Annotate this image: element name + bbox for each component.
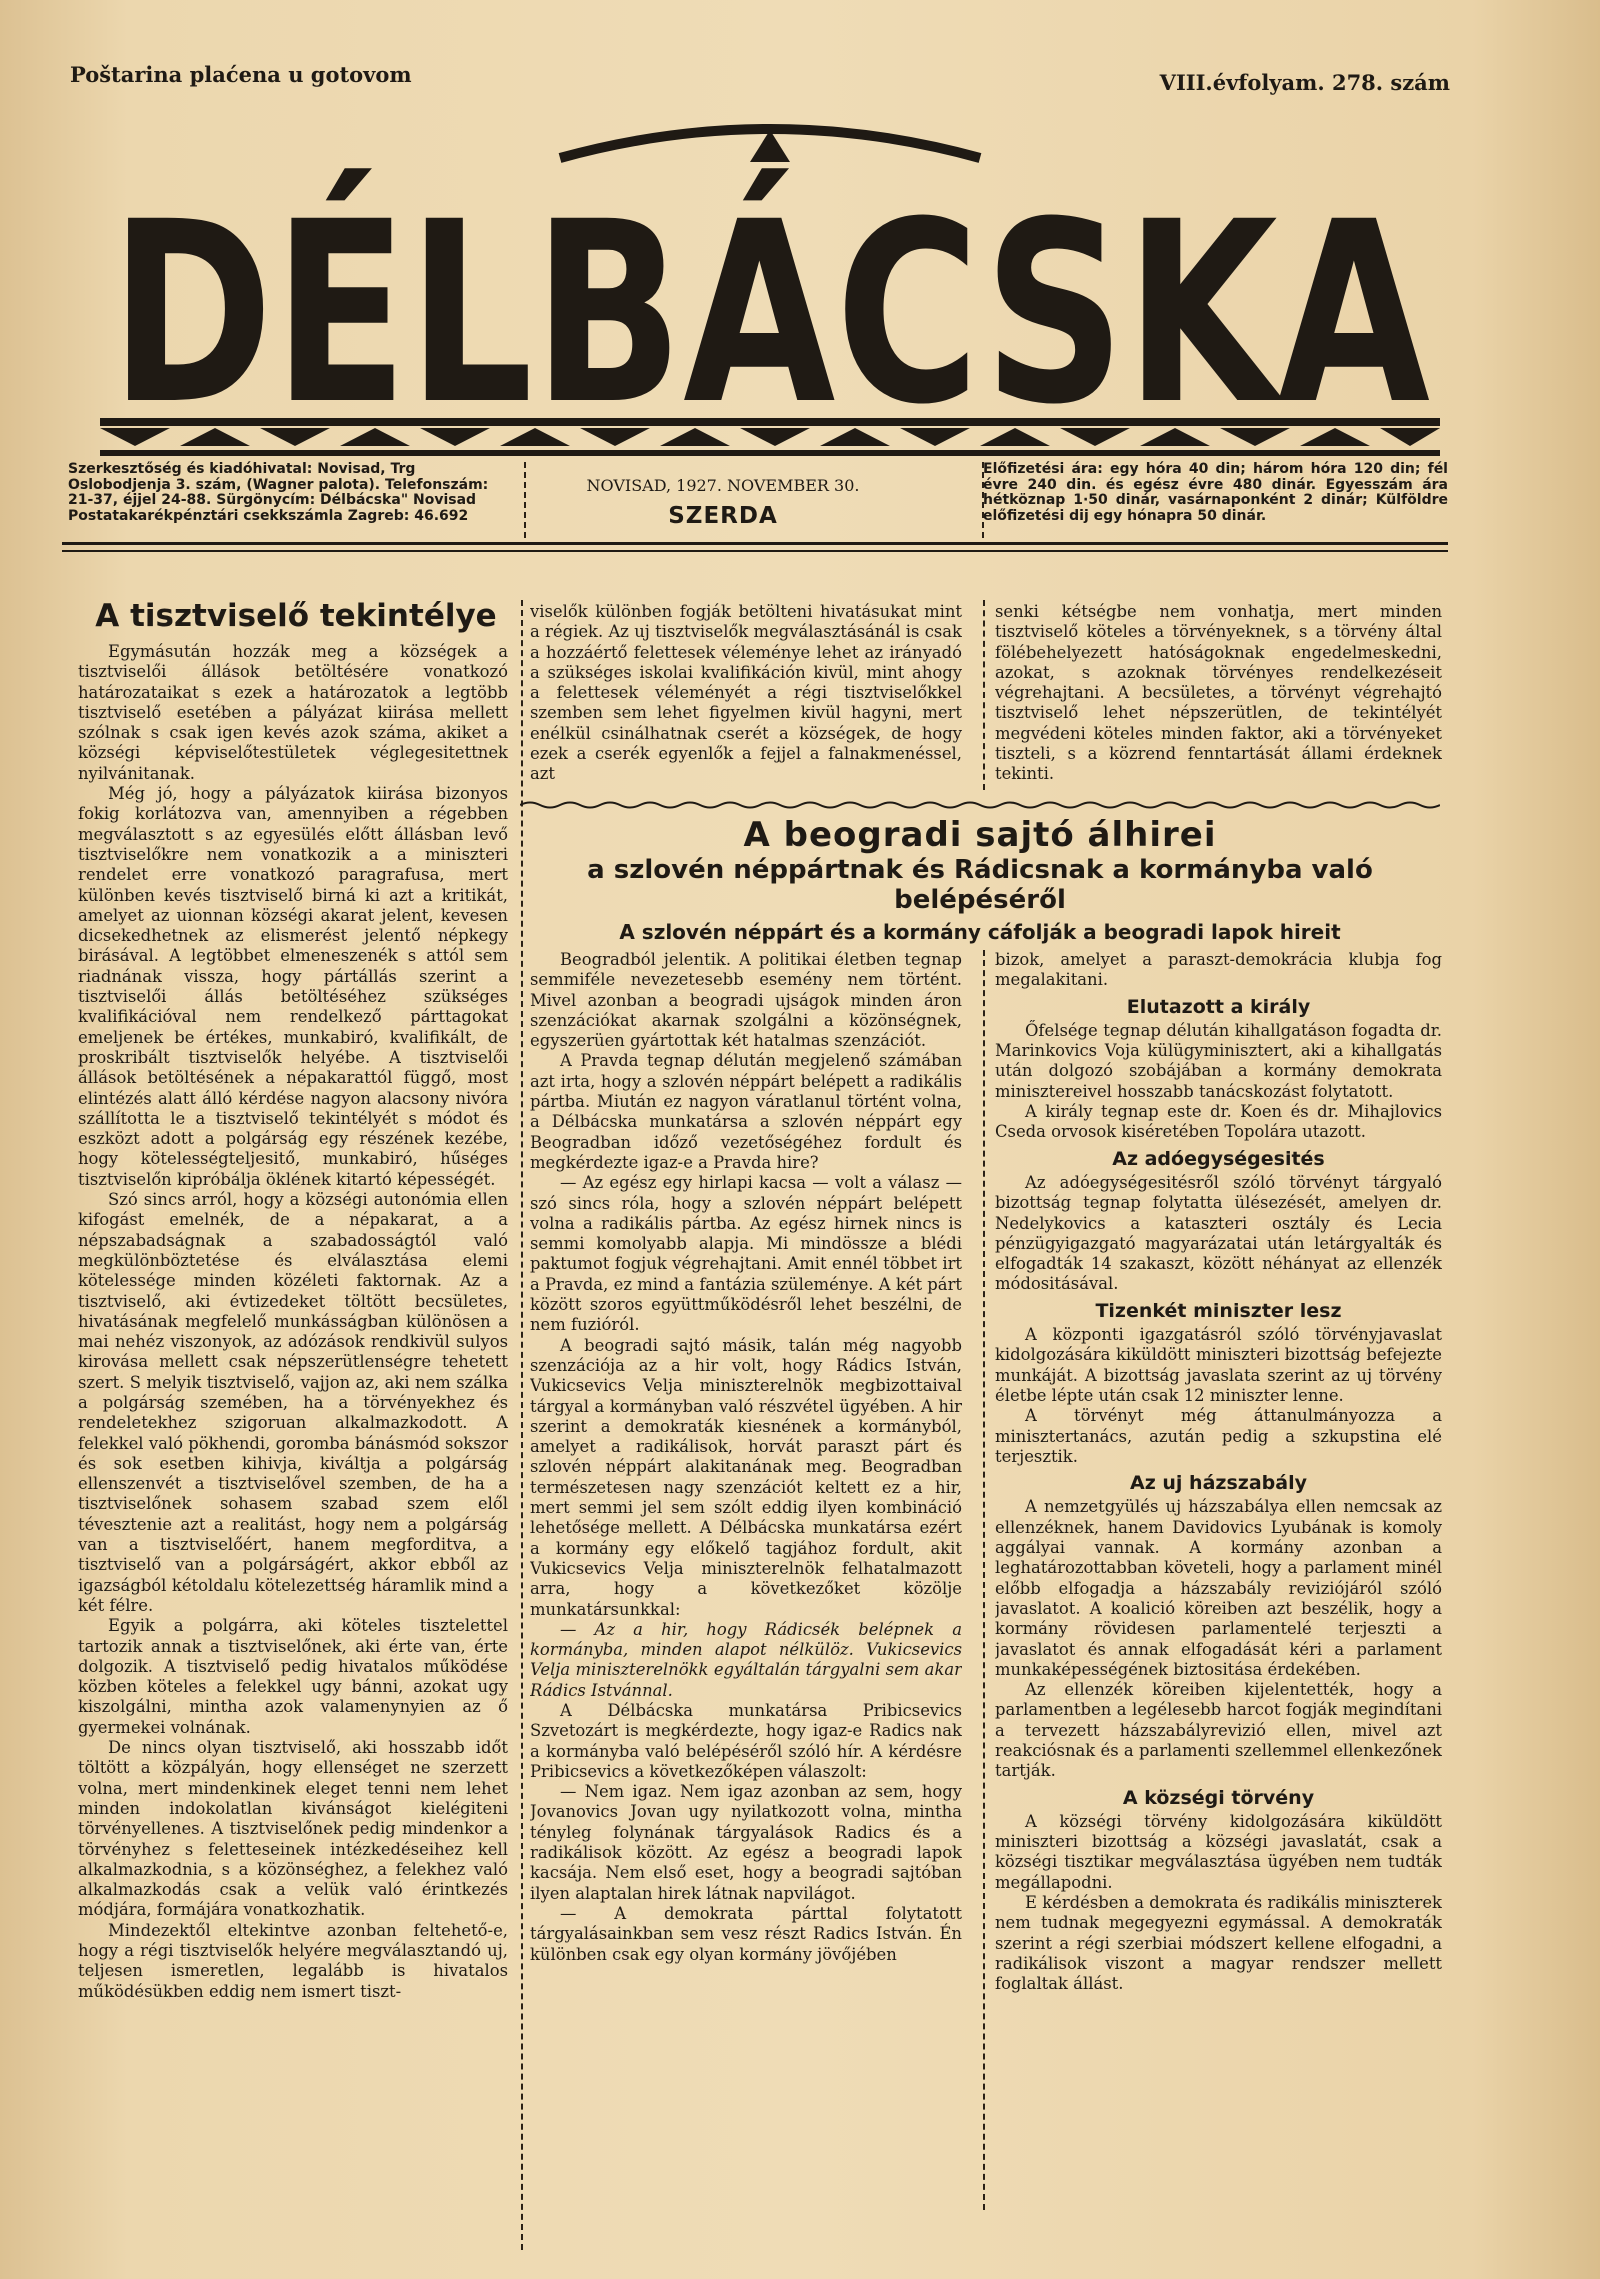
volume-number: VIII.évfolyam. 278. szám xyxy=(1159,70,1450,95)
paragraph: senki kétségbe nem vonhatja, mert minden tisztviselő köteles a törvényeknek, s a törvény által fölébehelyezett hatóságoknak engedelmeskedni, azokat, s azoknak törvényes rendelkezéseit végrehajtani. A becsületes, a törvényt végrehajtó tisztviselő lehet népszerütlen, de tekintélyét megvédeni köteles minden faktor, aki a törvényeket tiszteli, s a közrend fenntartását állami érdeknek tekinti. xyxy=(995,602,1442,784)
paragraph: A központi igazgatásról szóló törvényjavaslat kidolgozására kiküldött miniszteri bizottság befejezte munkáját. A bizottság javaslata szerint az uj törvény életbe lépte után csak 12 miniszter lenne. xyxy=(995,1325,1442,1405)
main-headline-block xyxy=(520,815,1440,945)
header-rule xyxy=(62,542,1448,545)
paragraph: E kérdésben a demokrata és radikális miniszterek nem tudnak megegyezni egymással. A demokraták szerint a régi szerbiai módszert kellene elfogadni, a radikálisok viszont a magyar rendszer mellett foglaltak állást. xyxy=(995,1893,1442,1994)
paragraph: A nemzetgyülés uj házszabálya ellen nemcsak az ellenzéknek, hanem Davidovics Lyubának is komoly aggályai vannak. A kormány azonban a leghatározottabban követeli, hogy a parlament minél előbb elfogadja a házszabály reviziójáról szóló javaslatot. A koalició köreiben azt beszélik, hogy a kormány rövidesen parlamentelé terjeszti a javaslatot és annak elfogadását kéri a parlament munkaképességének biztositása érdekében. xyxy=(995,1497,1442,1679)
issue-date-block xyxy=(538,476,908,529)
article-continued-2 xyxy=(995,602,1442,792)
paragraph: A községi törvény kidolgozására kiküldött miniszteri bizottság a községi javaslatát, csak a községi tisztikar megválasztása ügyében nem tudták megállapodni. xyxy=(995,1811,1442,1892)
info-band xyxy=(68,462,1448,542)
section-heading: Az uj házszabály xyxy=(1130,1472,1307,1495)
header-rule xyxy=(62,550,1448,552)
column-divider xyxy=(983,600,985,790)
masthead-title: DÉLBÁCSKA xyxy=(110,168,1430,459)
main-deck: A szlovén néppárt és a kormány cáfolják a beogradi lapok hireit xyxy=(619,920,1341,944)
article-headline: A tisztviselő tekintélye xyxy=(95,598,497,634)
masthead-logo xyxy=(100,100,1440,480)
section-heading: A községi törvény xyxy=(1122,1786,1315,1809)
section-heading: Az adóegységesités xyxy=(1112,1147,1325,1170)
paragraph: A törvényt még áttanulmányozza a minisztertanács, azután pedig a szkupstina elé terjesztik. xyxy=(995,1406,1442,1466)
paragraph: Az adóegységesitésről szóló törvényt tárgyaló bizottság tegnap folytatta ülésezését, amelyen dr. Nedelykovics a kataszteri osztály és Lecia pénzügyigazgató magyarázatai után letárgyalták és elfogadták 14 szakaszt, között néhányat az ellenzék módositásával. xyxy=(995,1172,1442,1294)
paragraph: — Az egész egy hirlapi kacsa — volt a válasz — szó sincs róla, hogy a szlovén néppárt belépett volna a radikális pártba. Az egész hirnek nincs is semmi komolyabb alapja. Mi mindössze a blédi paktumot fogjuk végrehajtani. Amit ennél többet irt a Pravda, ez mind a fantázia szüleménye. A két párt között szoros együttműködésről lehet beszélni, de nem fuzióról. xyxy=(530,1173,962,1335)
paragraph: Egymásután hozzák meg a községek a tisztviselői állások betöltésére vonatkozó határozataikat s ezek a határozatok a legtöbb tisztviselő esetében a pályázat kiirása mellett szólnak s csak igen kevés azok száma, akiket a községi képviselőtestületek véglegesitettnek nyilvánitanak. xyxy=(78,642,508,783)
masthead xyxy=(100,100,1440,480)
main-headline: A beogradi sajtó álhirei xyxy=(743,815,1217,855)
paragraph: — Nem igaz. Nem igaz azonban az sem, hogy Jovanovics Jovan ugy nyilatkozott volna, mintha tényleg folynának tárgyalások Radics és a radikálisok között. Az egész a beogradi lapok kacsája. Nem első eset, hogy a beogradi sajtóban ilyen alaptalan hirek látnak napvilágot. xyxy=(530,1782,962,1903)
section-heading: Elutazott a király xyxy=(1126,995,1311,1018)
issue-date: NOVISAD, 1927. NOVEMBER 30. xyxy=(586,476,860,495)
subscription-info: Előfizetési ára: egy hóra 40 din; három hóra 120 din; fél évre 240 din. és egész évre 480 dinár. Egyesszám ára hétköznap 1·50 dinár, vasárnaponként 2 dinár; Külföldre előfizetési dij egy hónapra 50 dinár. xyxy=(983,461,1448,524)
postage-note: Poštarina plaćena u gotovom xyxy=(70,62,412,87)
section-heading: Tizenkét miniszter lesz xyxy=(1095,1299,1342,1322)
paragraph: — Az a hir, hogy Rádicsék belépnek a kormányba, minden alapot nélkülöz. Vukicsevics Velja miniszterelnökk egyáltalán tárgyalni sem akar Rádics Istvánnal. xyxy=(530,1619,962,1700)
paragraph: A Délbácska munkatársa Pribicsevics Szvetozárt is megkérdezte, hogy igaz-e Radics nak a kormányba való belépéséről szóló hír. A kérdésre Pribicsevics a következőképen válaszolt: xyxy=(530,1700,962,1781)
paragraph: viselők különben fogják betölteni hivatásukat mint a régiek. Az uj tisztviselők megválasztásánál is csak a hozzáértő felettesek véleménye lehet az irányadó a szükséges iskolai kvalifikáción kivül, mint ahogy a felettesek véleményét a régi tisztviselőkkel szemben sem lehet figyelmen kivül hagyni, mert enélkül csinálhatnak cserét a községek, de hogy ezek a cserék egyenlők a fejjel a falnakmenéssel, azt xyxy=(530,602,962,784)
paragraph: A Pravda tegnap délután megjelenő számában azt irta, hogy a szlovén néppárt belépett a radikális pártba. Miután ez nagyon váratlanul történt volna, a Délbácska munkatársa a szlovén néppárt egy Beogradban időző vezetőségéhez fordult és megkérdezte igaz-e a Pravda hire? xyxy=(530,1051,962,1172)
info-divider xyxy=(524,462,526,538)
paragraph: A király tegnap este dr. Koen és dr. Mihajlovics Cseda orvosok kiséretében Topolára utazott. xyxy=(995,1102,1442,1142)
paragraph: Beogradból jelentik. A politikai életben tegnap semmiféle nevezetesebb esemény nem történt. Mivel azonban a beogradi ujságok minden áron szenzációkat akarnak szolgálni a közönségnek, egyszerüen gyártottak két hatalmas szenzációt. xyxy=(530,950,962,1051)
paragraph: Az ellenzék köreiben kijelentették, hogy a parlamentben a legélesebb harcot fogják megindítani a tervezett házszabályrevizió ellen, mivel azt reakciósnak és a parlamenti szellemmel ellenkezőnek tartják. xyxy=(995,1680,1442,1781)
news-column-2 xyxy=(995,950,1442,2210)
column-divider xyxy=(983,950,985,2210)
paragraph: A beogradi sajtó másik, talán még nagyobb szenzációja az a hir volt, hogy Rádics István, Vukicsevics Velja miniszterelnök megbizottaival tárgyal a kormányban való részvétel ügyében. A hir szerint a demokraták kiesnének a kormányból, amelyet a radikálisok, horvát paraszt párt és szlovén néppárt alakitanának meg. Beogradban természetesen nagy szenzációt keltett ez a hir, mert semmi jel sem szólt eddig ilyen kombináció lehetősége mellett. A Délbácska munkatársa ezért a kormány egy előkelő tagjához fordult, akit Vukicsevics Velja miniszterelnök felhatalmazott arra, hogy a következőket közölje munkatársunkkal: xyxy=(530,1335,962,1619)
issue-day: SZERDA xyxy=(668,503,778,529)
paragraph: — A demokrata párttal folytatott tárgyalásainkban sem vesz részt Radics István. Én különben csak egy olyan kormány jövőjében xyxy=(530,1903,962,1964)
paragraph: Egyik a polgárra, aki köteles tisztelettel tartozik annak a tisztviselőnek, aki érte van, érte dolgozik. A tisztviselő pedig hivatalos működése közben köteles a felekkel ugy bánni, azokat ugy kiszolgálni, mintha azok valamenynyien az ő gyermekei volnának. xyxy=(78,1616,508,1737)
paragraph: Őfelsége tegnap délután kihallgatáson fogadta dr. Marinkovics Voja külügyminisztert, aki a kihallgatás után dolgozó szobájában a kormány demokrata minisztereivel hosszabb tanácskozást folytatott. xyxy=(995,1020,1442,1101)
paragraph: Még jó, hogy a pályázatok kiirása bizonyos fokig korlátozva van, amennyiben a régebben megválasztott s az egyesülés előtt állásban levő tisztviselőkre nem vonatkozik a a miniszteri rendelet erre vonatkozó paragrafusa, mert különben kevés tisztviselő birná ki azt a kritikát, amelyet az uionnan községi akarat jelent, kevesen dicsekedhetnek az elismerést jelentő népkegy birásával. A legtöbbet elmeneszenék s attól sem riadnának vissza, hogy pártállás szerint a tisztviselői állás betöltéséhez szükséges kvalifikációval nem rendelkező párttagokat emeljenek be értékes, munkabiró, kvalifikált, de proskribált tisztviselők helyébe. A tisztviselői állások betöltésének a népakarattól függő, most elintézés alatt álló kérdése nagyon alacsony nivóra szállította le a tisztviselő tekintélyét s módot és eszközt adott a polgárság egy részének kezébe, hogy kötelességteljesitő, munkabiró, hűséges tisztviselőn kipróbálja öklének kitartó képességét. xyxy=(78,784,508,1189)
section-divider xyxy=(520,800,1440,810)
article-continued-1 xyxy=(530,602,962,792)
paragraph: Mindezektől eltekintve azonban feltehető-e, hogy a régi tisztviselők helyére megválasztandó uj, teljesen ismeretlen, legalább is hivatalos működésükben eddig nem ismert tiszt- xyxy=(78,1920,508,2001)
news-column-1 xyxy=(530,950,962,2210)
paragraph: De nincs olyan tisztviselő, aki hosszabb időt töltött a közpályán, hogy ellenséget ne szerzett volna, mert mindenkinek eleget tenni nem lehet minden indokolatlan kivánságot kielégiteni törvényellenes. A tisztviselőnek pedig mindenkor a törvényhez s feletteseinek intézkedéseihez kell alkalmazkodnia, s a közönséghez, a felekhez való alkalmazkodás csak a velük való érintkezés módjára, formájára vonatkozhatik. xyxy=(78,1738,508,1920)
paragraph: bizok, amelyet a paraszt-demokrácia klubja fog megalakitani. xyxy=(995,950,1442,990)
top-line xyxy=(70,62,1450,95)
editorial-info: Szerkesztőség és kiadóhivatal: Novisad, Trg Oslobodjenja 3. szám, (Wagner palota). Telefonszám: 21-37, éjjel 24-88. Sürgönycím: Délbácska" Novisad Postatakarékpénztári csekkszámla Zagreb: 46.692 xyxy=(68,461,489,524)
article-column-1 xyxy=(78,642,508,2252)
main-subheadline: a szlovén néppártnak és Rádicsnak a kormányba való belépéséről xyxy=(587,855,1373,915)
info-divider xyxy=(982,462,984,538)
paragraph: Szó sincs arról, hogy a községi autonómia ellen kifogást emelnék, de a népakarat, a a népszabadságnak a szabadosságtól való megkülönböztetése és elválasztása elemi kötelessége minden közéleti faktornak. Az a tisztviselő, aki évtizedeket töltött becsületes, hivatásának megfelelő munkásságban különösen a mai nehéz viszonyok, az adózások rendkivül sulyos kirovása mellett csak népszerütlenségre tehetett szert. S melyik tisztviselő, vajjon az, aki nem szálka a polgárság szemében, ha a törvényekhez és rendeletekhez szigoruan alkalmazkodott. A felekkel való pökhendi, goromba bánásmód sokszor és sok esetben kihivja, kiváltja a polgárság ellenszenvét a tisztviselővel szemben, de ha a tisztviselőnek sohasem szabad szem elől tévesztenie azt a realitást, hogy nem a polgárság van a tisztviselőért, hanem megforditva, a tisztviselő van a polgárságért, akkor ebből az igazságból kétoldalu kötelezettség háramlik mind a két félre. xyxy=(78,1190,508,1615)
